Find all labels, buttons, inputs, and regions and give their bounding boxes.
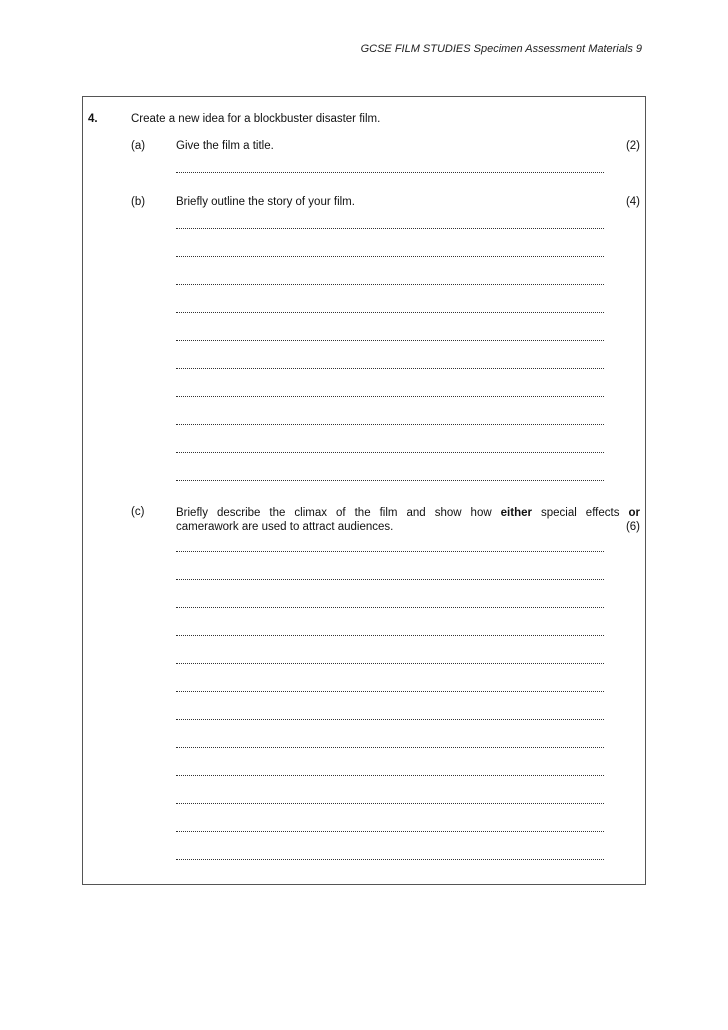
- answer-line-c-4[interactable]: [176, 635, 604, 636]
- part-c-text: [176, 506, 640, 521]
- answer-line-b-10[interactable]: [176, 480, 604, 481]
- answer-line-c-2[interactable]: [176, 579, 604, 580]
- part-a-marks: (2): [625, 140, 640, 152]
- answer-line-c-3[interactable]: [176, 607, 604, 608]
- part-b-marks: (4): [625, 196, 640, 208]
- answer-line-c-5[interactable]: [176, 663, 604, 664]
- answer-line-b-2[interactable]: [176, 256, 604, 257]
- part-c-or: or: [628, 507, 640, 519]
- answer-line-b-5[interactable]: [176, 340, 604, 341]
- part-c-marks: (6): [625, 521, 640, 533]
- part-a-label: (a): [131, 140, 146, 152]
- answer-line-c-1[interactable]: [176, 551, 604, 552]
- answer-line-c-11[interactable]: [176, 831, 604, 832]
- page-header: GCSE FILM STUDIES Specimen Assessment Materials 9: [360, 43, 642, 55]
- answer-line-b-3[interactable]: [176, 284, 604, 285]
- part-c-text-1: Briefly describe the climax of the film and show how: [176, 507, 492, 519]
- answer-line-c-9[interactable]: [176, 775, 604, 776]
- part-c-either: either: [500, 507, 532, 519]
- part-c-text-line2: camerawork are used to attract audiences.: [176, 521, 394, 533]
- part-b-text: Briefly outline the story of your film.: [176, 196, 355, 208]
- part-a-text: Give the film a title.: [176, 140, 274, 152]
- answer-line-b-8[interactable]: [176, 424, 604, 425]
- answer-line-b-4[interactable]: [176, 312, 604, 313]
- answer-line-c-6[interactable]: [176, 691, 604, 692]
- part-c-text-2: special effects: [541, 507, 620, 519]
- answer-line-b-7[interactable]: [176, 396, 604, 397]
- answer-line-b-1[interactable]: [176, 228, 604, 229]
- answer-line-b-6[interactable]: [176, 368, 604, 369]
- answer-line-c-12[interactable]: [176, 859, 604, 860]
- answer-line-a-1[interactable]: [176, 172, 604, 173]
- part-c-label: (c): [131, 506, 145, 518]
- answer-line-c-10[interactable]: [176, 803, 604, 804]
- question-box: [82, 96, 646, 885]
- answer-line-c-8[interactable]: [176, 747, 604, 748]
- question-number: 4.: [88, 113, 98, 125]
- answer-line-c-7[interactable]: [176, 719, 604, 720]
- answer-line-b-9[interactable]: [176, 452, 604, 453]
- question-text: Create a new idea for a blockbuster disaster film.: [131, 113, 381, 125]
- part-b-label: (b): [131, 196, 146, 208]
